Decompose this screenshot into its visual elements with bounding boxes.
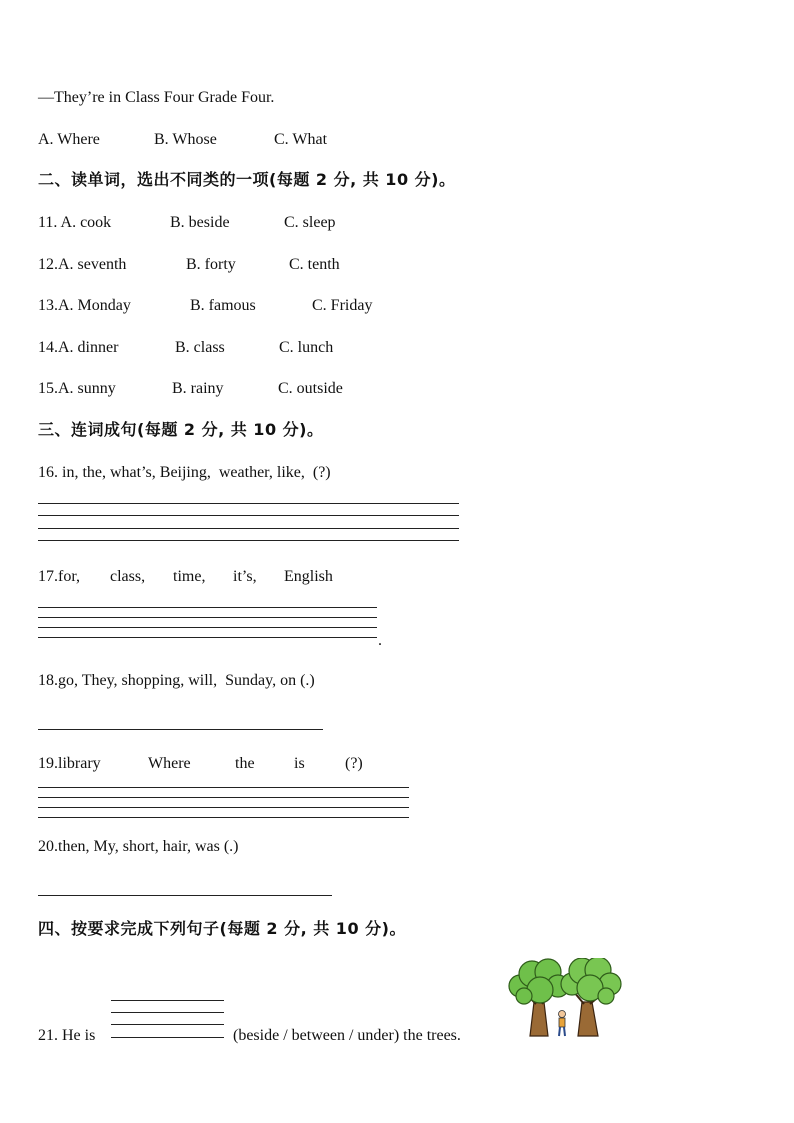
q18-prompt: 18.go, They, shopping, will, Sunday, on (.) bbox=[38, 672, 315, 689]
q21-answer-line[interactable] bbox=[111, 1012, 224, 1013]
q10-option-b: B. Whose bbox=[154, 131, 217, 148]
q19-word: is bbox=[294, 755, 305, 772]
q19-word: the bbox=[235, 755, 255, 772]
q19-answer-line[interactable] bbox=[38, 817, 409, 818]
q21-answer-line[interactable] bbox=[111, 1037, 224, 1038]
q14-option-b: B. class bbox=[175, 339, 225, 356]
section2-heading: 二、读单词，选出不同类的一项(每题 2 分, 共 10 分)。 bbox=[38, 170, 456, 189]
q20-prompt: 20.then, My, short, hair, was (.) bbox=[38, 838, 239, 855]
q12-option-c: C. tenth bbox=[289, 256, 340, 273]
q21-answer-line[interactable] bbox=[111, 1024, 224, 1025]
q19-answer-line[interactable] bbox=[38, 787, 409, 788]
q19-word: 19.library bbox=[38, 755, 101, 772]
q16-answer-line[interactable] bbox=[38, 540, 459, 541]
section4-heading: 四、按要求完成下列句子(每题 2 分, 共 10 分)。 bbox=[38, 919, 406, 938]
q13-option-a: 13.A. Monday bbox=[38, 297, 131, 314]
q13-option-c: C. Friday bbox=[312, 297, 373, 314]
q16-prompt: 16. in, the, what’s, Beijing, weather, like, (?) bbox=[38, 464, 331, 481]
q14-option-a: 14.A. dinner bbox=[38, 339, 119, 356]
q13-option-b: B. famous bbox=[190, 297, 256, 314]
q12-option-b: B. forty bbox=[186, 256, 236, 273]
q17-answer-line[interactable] bbox=[38, 607, 377, 608]
q19-word: Where bbox=[148, 755, 191, 772]
q17-word: class, bbox=[110, 568, 146, 585]
q21-answer-line[interactable] bbox=[111, 1000, 224, 1001]
q15-option-b: B. rainy bbox=[172, 380, 224, 397]
q12-option-a: 12.A. seventh bbox=[38, 256, 127, 273]
q11-option-c: C. sleep bbox=[284, 214, 336, 231]
q16-answer-line[interactable] bbox=[38, 528, 459, 529]
trees-illustration bbox=[506, 958, 622, 1040]
q16-answer-line[interactable] bbox=[38, 515, 459, 516]
q21-prompt-end: (beside / between / under) the trees. bbox=[233, 1027, 461, 1044]
q17-answer-line[interactable] bbox=[38, 627, 377, 628]
q21-prompt-start: 21. He is bbox=[38, 1027, 96, 1044]
q19-word: (?) bbox=[345, 755, 363, 772]
q19-answer-line[interactable] bbox=[38, 807, 409, 808]
q15-option-c: C. outside bbox=[278, 380, 343, 397]
q11-option-a: 11. A. cook bbox=[38, 214, 112, 231]
section3-heading: 三、连词成句(每题 2 分, 共 10 分)。 bbox=[38, 420, 324, 439]
q10-answer-line: —They’re in Class Four Grade Four. bbox=[38, 89, 275, 106]
q17-answer-line[interactable] bbox=[38, 617, 377, 618]
q17-period: . bbox=[378, 632, 382, 649]
q17-word: English bbox=[284, 568, 333, 585]
q11-option-b: B. beside bbox=[170, 214, 230, 231]
q10-option-a: A. Where bbox=[38, 131, 100, 148]
q17-word: time, bbox=[173, 568, 206, 585]
q17-word: it’s, bbox=[233, 568, 257, 585]
q16-answer-line[interactable] bbox=[38, 503, 459, 504]
q14-option-c: C. lunch bbox=[279, 339, 334, 356]
q19-answer-line[interactable] bbox=[38, 797, 409, 798]
q17-answer-line[interactable] bbox=[38, 637, 377, 638]
q15-option-a: 15.A. sunny bbox=[38, 380, 116, 397]
q10-option-c: C. What bbox=[274, 131, 328, 148]
q20-answer-line[interactable] bbox=[38, 895, 332, 896]
q18-answer-line[interactable] bbox=[38, 729, 323, 730]
q17-word: 17.for, bbox=[38, 568, 81, 585]
